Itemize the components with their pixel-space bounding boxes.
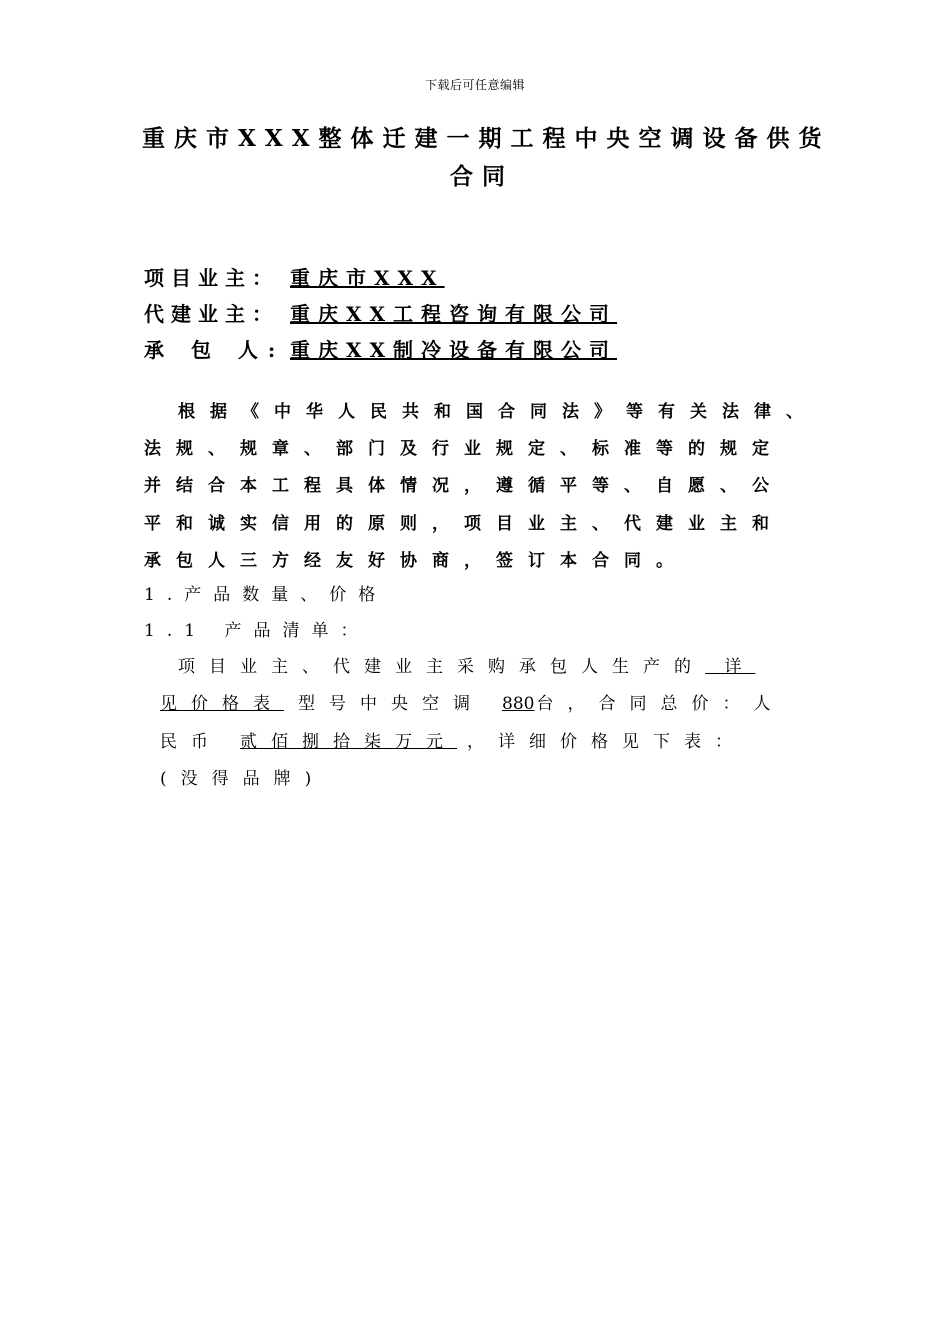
party-label: 代建业主： <box>144 302 279 326</box>
party-agent-owner <box>144 298 617 327</box>
preamble-line: 根据《中华人民共和国合同法》等有关法律、 <box>178 402 818 422</box>
preamble-line: 法规、规章、部门及行业规定、标准等的规定 <box>144 439 784 459</box>
body-text: ，详细价格见下表： <box>467 732 746 752</box>
party-value: 重庆XX制冷设备有限公司 <box>290 338 618 362</box>
body-line-1 <box>178 652 761 677</box>
contract-title-line-1: 重庆市XXX整体迁建一期工程中央空调设备供货 <box>142 125 831 152</box>
preamble-line: 平和诚实信用的原则，项目业主、代建业主和 <box>144 514 784 534</box>
party-label: 项目业主： <box>144 266 279 290</box>
body-text: 型号中央空调 <box>298 694 484 714</box>
model-fill: 见价格表 <box>160 694 284 714</box>
party-value: 重庆市XXX <box>290 266 445 290</box>
preamble-line: 承包人三方经友好协商，签订本合同。 <box>144 551 688 571</box>
quantity-fill: 880 <box>502 694 535 714</box>
preamble-line: 并结合本工程具体情况，遵循平等、自愿、公 <box>144 476 784 496</box>
party-project-owner <box>144 262 445 291</box>
model-fill: 详 <box>705 657 756 677</box>
body-text: 民币 <box>160 732 222 752</box>
body-line-3 <box>160 727 746 752</box>
header-note: 下载后可任意编辑 <box>424 78 525 92</box>
body-line-4: (没得品牌) <box>160 769 326 789</box>
body-text: 项目业主、代建业主采购承包人生产的 <box>178 657 705 677</box>
subsection-heading: 1.1 产品清单： <box>144 621 370 641</box>
section-heading: 1.产品数量、价格 <box>144 585 388 605</box>
amount-fill: 贰佰捌拾柒万元 <box>240 732 457 752</box>
party-value: 重庆XX工程咨询有限公司 <box>290 302 618 326</box>
contract-title-line-2: 合同 <box>450 163 514 190</box>
body-line-2 <box>144 689 784 714</box>
body-text: 台，合同总价：人 <box>536 694 785 714</box>
party-contractor <box>144 334 617 363</box>
party-label: 承 包 人: <box>144 338 286 362</box>
